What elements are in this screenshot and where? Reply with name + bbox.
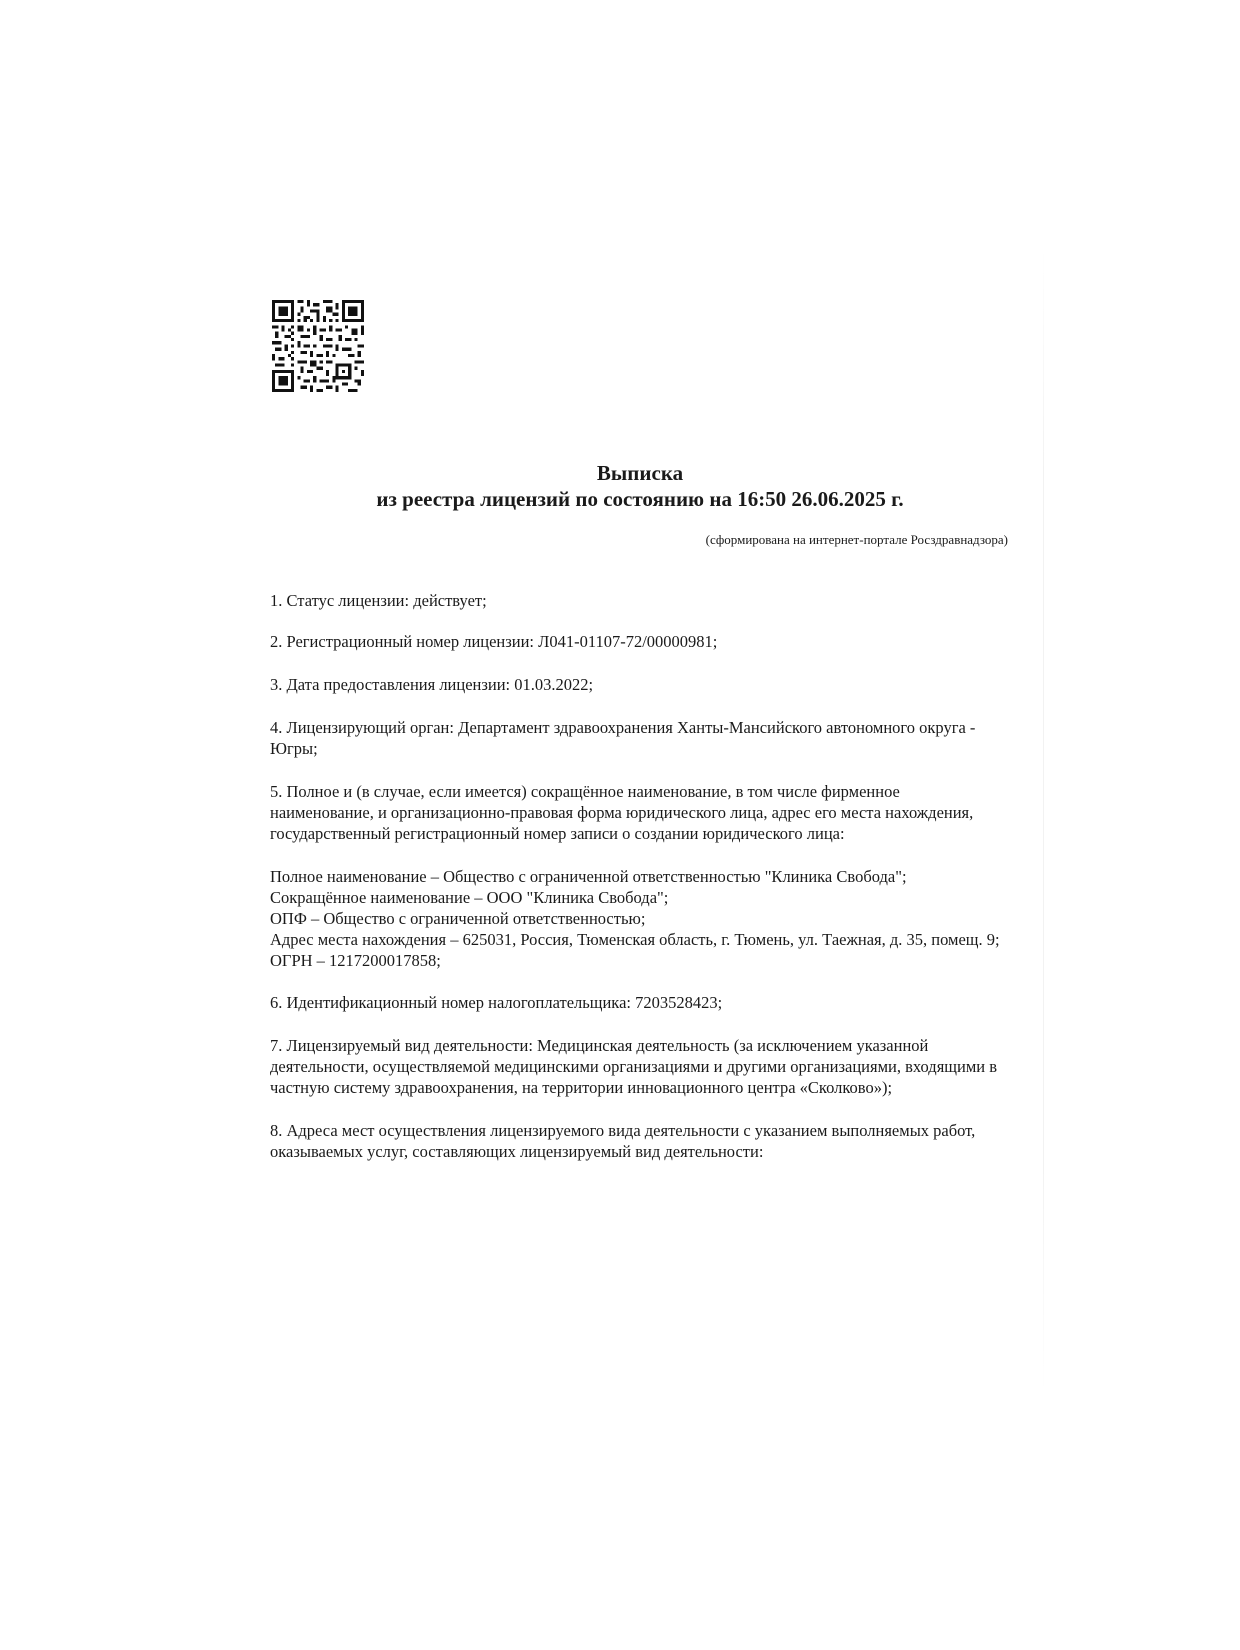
licensed-activity (270, 1035, 1005, 1098)
source-note: (сформирована на интернет-портале Росздравнадзора) (705, 532, 1008, 547)
activity-addresses-header (270, 1120, 1005, 1162)
issue-date-text: 3. Дата предоставления лицензии: 01.03.2022; (270, 675, 594, 694)
taxpayer-id-text: 6. Идентификационный номер налогоплательщика: 7203528423; (270, 993, 723, 1012)
activity-addresses-header-text: 8. Адреса мест осуществления лицензируемого вида деятельности с указанием выполняемых работ, оказываемых услуг, составляющих лицензируемый вид деятельности: (270, 1121, 976, 1161)
license-status (270, 590, 1005, 611)
short-name: Сокращённое наименование – ООО "Клиника Свобода"; (270, 888, 669, 907)
page-edge-shadow (1043, 245, 1044, 1395)
issue-date (270, 674, 1005, 695)
qr-code-icon (272, 300, 364, 392)
document-title: Выписка (596, 461, 684, 485)
legal-form: ОПФ – Общество с ограниченной ответственностью; (270, 909, 646, 928)
document-subtitle: из реестра лицензий по состоянию на 16:50 26.06.2025 г. (376, 487, 904, 511)
organization-details (270, 866, 1005, 971)
license-status-text: 1. Статус лицензии: действует; (270, 591, 487, 610)
licensing-body (270, 717, 1005, 759)
organization-name-header-text: 5. Полное и (в случае, если имеется) сокращённое наименование, в том числе фирменное наименование, и организационно-правовая форма юридического лица, адрес его места нахождения, государственный регистрационный номер записи о создании юридического лица: (270, 782, 974, 843)
full-name: Полное наименование – Общество с ограниченной ответственностью "Клиника Свобода"; (270, 867, 907, 886)
registered-address: Адрес места нахождения – 625031, Россия, Тюменская область, г. Тюмень, ул. Таежная, д. 35, помещ. 9; (270, 930, 1000, 949)
taxpayer-id (270, 992, 1005, 1013)
licensed-activity-text: 7. Лицензируемый вид деятельности: Медицинская деятельность (за исключением указанной деятельности, осуществляемой медицинскими организациями и другими организациями, входящими в частную систему здравоохранения, на территории инновационного центра «Сколково»); (270, 1036, 998, 1097)
licensing-body-text: 4. Лицензирующий орган: Департамент здравоохранения Ханты-Мансийского автономного округа - Югры; (270, 718, 976, 758)
ogrn: ОГРН – 1217200017858; (270, 951, 441, 970)
registration-number-text: 2. Регистрационный номер лицензии: Л041-01107-72/00000981; (270, 632, 718, 651)
license-details (270, 590, 1005, 1184)
registration-number (270, 631, 1005, 652)
organization-name-header (270, 781, 1005, 844)
